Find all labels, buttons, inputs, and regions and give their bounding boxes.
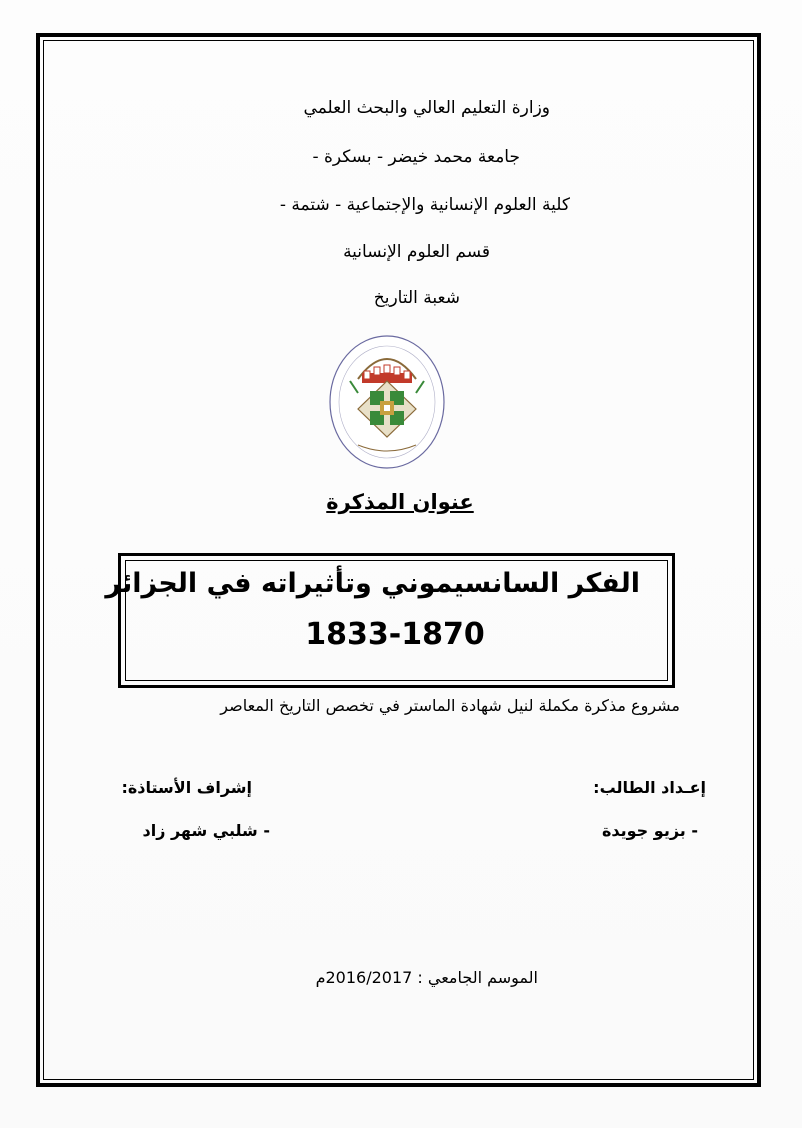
academic-season: الموسم الجامعي : 2016/2017م (315, 968, 538, 987)
department-line: قسم العلوم الإنسانية (343, 242, 490, 262)
ministry-line: وزارة التعليم العالي والبحث العلمي (303, 98, 550, 118)
supervisor-label: إشراف الأستاذة: (121, 778, 252, 797)
branch-line: شعبة التاريخ (373, 288, 460, 308)
supervisor-name: - شلبي شهر زاد (142, 821, 270, 840)
thesis-years: 1833-1870 (305, 617, 485, 652)
memo-heading: عنوان المذكرة (326, 490, 474, 514)
student-name: - بزيو جويدة (601, 821, 698, 840)
student-label: إعـداد الطالب: (593, 778, 706, 797)
faculty-line: كلية العلوم الإنسانية والإجتماعية - شتمة - (279, 195, 570, 215)
thesis-title: الفكر السانسيموني وتأثيراته في الجزائر (105, 568, 640, 599)
university-line: جامعة محمد خيضر - بسكرة - (312, 147, 520, 167)
university-logo (328, 333, 446, 471)
thesis-subtitle: مشروع مذكرة مكملة لنيل شهادة الماستر في تخصص التاريخ المعاصر (220, 696, 680, 715)
